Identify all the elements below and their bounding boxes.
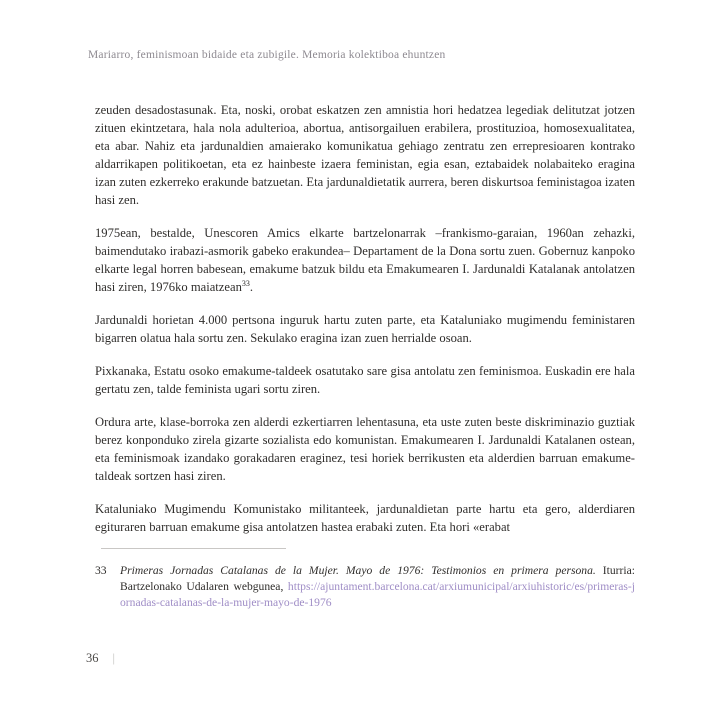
paragraph-text: 1975ean, bestalde, Unescoren Amics elkarte bartzelonarrak –frankismo-garaian, 1960an zehazki, baimendutako irabazi-asmorik gabeko erakundea– Departament de la Dona sortu zuen. Gobernuz kanpoko elkarte legal horren babesean, emakume batzuk bildu eta Emakumearen I. Jardunaldi Katalanak antolatzen hasi ziren, 1976ko maiatzean [95, 226, 635, 294]
footnote-link[interactable]: https://ajuntament.barcelona.cat/arxiumunicipal/arxiuhistoric/es/primeras-jornadas-catalanas-de-la-mujer-mayo-de-1976 [120, 580, 635, 609]
footnote-number: 33 [95, 564, 107, 577]
body-paragraph: Kataluniako Mugimendu Komunistako militanteek, jardunaldietan parte hartu eta gero, alderdiaren egituraren barruan emakume gisa antolatzen hastea erabaki zuten. Eta hori «erabat [95, 502, 635, 534]
body-paragraph [95, 224, 635, 296]
footnote-area [95, 548, 635, 611]
footnote [95, 563, 635, 611]
paragraph-text: . [249, 280, 254, 294]
footnote-text [120, 563, 635, 611]
footer-divider: | [112, 651, 116, 665]
body-paragraph: Ordura arte, klase-borroka zen alderdi ezkertiarren lehentasuna, eta uste zuten beste diskriminazio guztiak berez konponduko zirela gizarte sozialista edo komunistan. Emakumearen I. Jardunaldi Katalanen ostean, eta feminismoak izandako gorakadaren eraginez, tesi horiek berrikusten eta alderdien barruan emakume-taldeak sortzen hasi ziren. [95, 415, 635, 483]
body-paragraph: zeuden desadostasunak. Eta, noski, orobat eskatzen zen amnistia hori hedatzea legediak delitutzat jotzen zituen ekintzetara, hala nola adulterioa, abortua, antisorgailuen erabilera, prostituzioa, homosexualitatea, eta abar. Nahiz eta jardunaldien amaierako komunikatua gehiago zentratu zen errepresioaren kontrako aldarrikapen politikoetan, eta ez hainbeste izaera feministan, egia esan, eztabaidek nolabaiteko eragina izan zuten ezkerreko erakunde batzuetan. Eta jardunaldietatik aurrera, beren diskurtsoa feministagoa izaten hasi zen. [95, 103, 635, 207]
running-header: Mariarro, feminismoan bidaide eta zubigile. Memoria kolektiboa ehuntzen [88, 49, 446, 61]
footnote-ref: 33 [241, 278, 250, 288]
page-footer [86, 651, 115, 666]
page-number: 36 [86, 651, 99, 665]
footnote-separator [101, 548, 286, 549]
body-paragraph: Jardunaldi horietan 4.000 pertsona inguruk hartu zuten parte, eta Kataluniako mugimendu feministaren bigarren olatua hala sortu zen. Sekulako eragina izan zuen herrialde osoan. [95, 313, 635, 345]
footnote-source-label: Iturria: Bartzelonako Udalaren webgunea, [120, 564, 635, 593]
body-text [95, 101, 635, 551]
body-paragraph: Pixkanaka, Estatu osoko emakume-taldeek osatutako sare gisa antolatu zen feminismoa. Euskadin ere hala gertatu zen, talde feminista ugari sortu ziren. [95, 364, 635, 396]
footnote-title: Primeras Jornadas Catalanas de la Mujer. Mayo de 1976: Testimonios en primera persona. [120, 564, 596, 577]
